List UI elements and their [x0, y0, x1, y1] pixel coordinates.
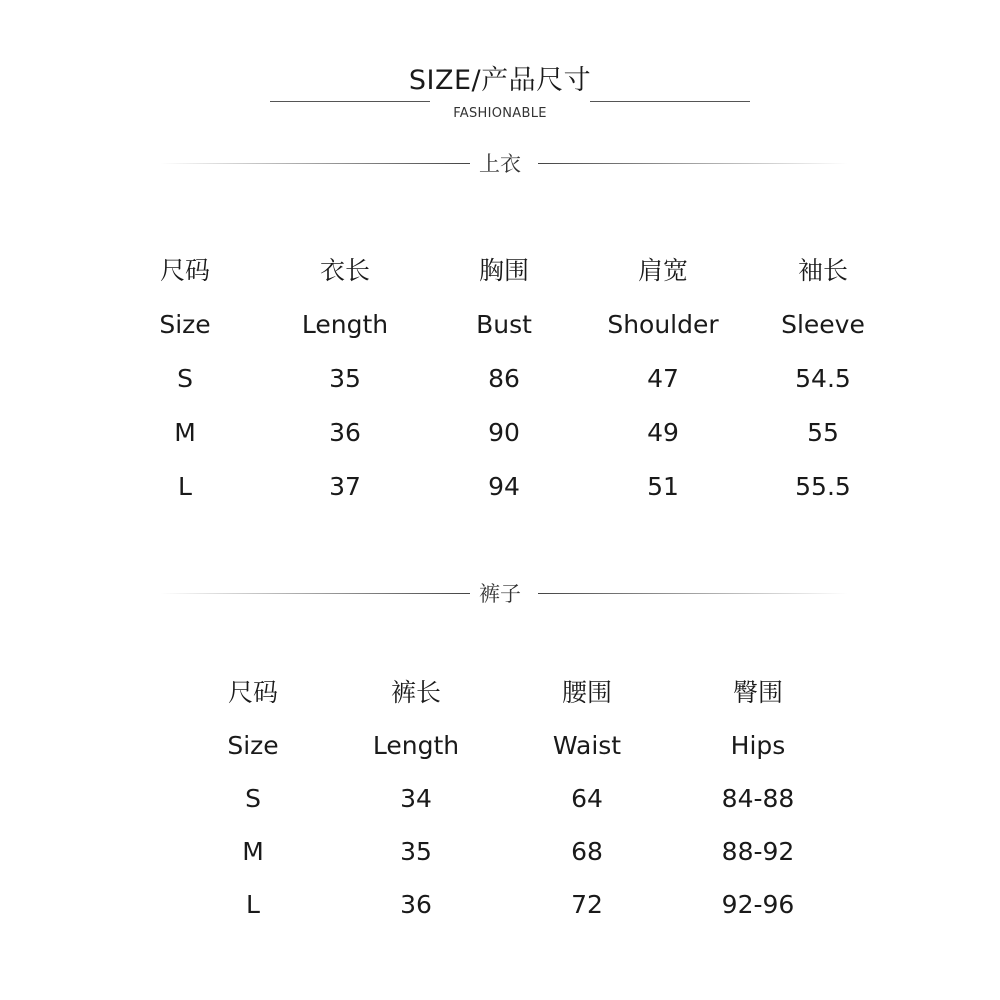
table-cell: 88-92	[721, 837, 795, 866]
table-cell: S	[177, 364, 193, 393]
table-header-cell: Hips	[730, 731, 786, 760]
table-header-cell: 臀围	[732, 678, 783, 707]
table-cell: 47	[647, 364, 679, 393]
table-cell: 34	[400, 784, 432, 813]
table-cell: 35	[329, 364, 361, 393]
tops-header-row-en	[0, 298, 1000, 352]
table-header-cell: 衣长	[319, 256, 370, 285]
table-header-cell: Bust	[476, 310, 532, 339]
table-cell: M	[242, 837, 264, 866]
table-header-cell: 尺码	[159, 256, 210, 285]
title-divider-left	[270, 101, 430, 102]
table-cell: M	[174, 418, 196, 447]
table-cell: 54.5	[795, 364, 851, 393]
table-cell: 90	[488, 418, 520, 447]
table-cell: L	[246, 890, 260, 919]
pants-divider-right	[538, 593, 848, 594]
table-cell: 49	[647, 418, 679, 447]
table-cell: 84-88	[721, 784, 795, 813]
table-header-cell: Size	[159, 310, 211, 339]
tops-section-label: 上衣	[479, 152, 521, 176]
table-cell: 51	[647, 472, 679, 501]
table-cell: L	[178, 472, 192, 501]
table-cell: 64	[571, 784, 603, 813]
table-header-cell: Sleeve	[781, 310, 865, 339]
table-header-cell: Waist	[552, 731, 622, 760]
page-title: SIZE/产品尺寸	[408, 65, 592, 96]
table-header-cell: 肩宽	[637, 256, 688, 285]
table-cell: 94	[488, 472, 520, 501]
table-header-cell: Shoulder	[607, 310, 719, 339]
table-header-cell: 尺码	[227, 678, 278, 707]
pants-header-row-en	[0, 719, 1000, 772]
table-row	[0, 406, 1000, 460]
pants-size-table	[0, 666, 1000, 932]
table-row	[0, 825, 1000, 878]
table-cell: 72	[571, 890, 603, 919]
table-cell: 37	[329, 472, 361, 501]
table-cell: 55	[807, 418, 839, 447]
table-cell: 36	[329, 418, 361, 447]
table-cell: 86	[488, 364, 520, 393]
table-cell: S	[245, 784, 261, 813]
page-subtitle: FASHIONABLE	[453, 106, 547, 121]
table-cell: 92-96	[721, 890, 795, 919]
table-header-cell: 袖长	[797, 256, 848, 285]
tops-header-row-cn	[0, 244, 1000, 298]
table-header-cell: 胸围	[478, 256, 529, 285]
table-cell: 55.5	[795, 472, 851, 501]
table-header-cell: Size	[227, 731, 279, 760]
table-row	[0, 878, 1000, 931]
table-header-cell: 腰围	[561, 678, 612, 707]
table-cell: 36	[400, 890, 432, 919]
table-header-cell: Length	[372, 731, 460, 760]
table-cell: 35	[400, 837, 432, 866]
pants-section-label: 裤子	[479, 582, 521, 606]
table-row	[0, 352, 1000, 406]
title-divider-right	[590, 101, 750, 102]
table-row	[0, 772, 1000, 825]
pants-header-row-cn	[0, 666, 1000, 719]
tops-size-table	[0, 244, 1000, 514]
tops-divider-right	[538, 163, 848, 164]
table-header-cell: 裤长	[390, 678, 441, 707]
table-row	[0, 460, 1000, 514]
table-header-cell: Length	[301, 310, 389, 339]
table-cell: 68	[571, 837, 603, 866]
